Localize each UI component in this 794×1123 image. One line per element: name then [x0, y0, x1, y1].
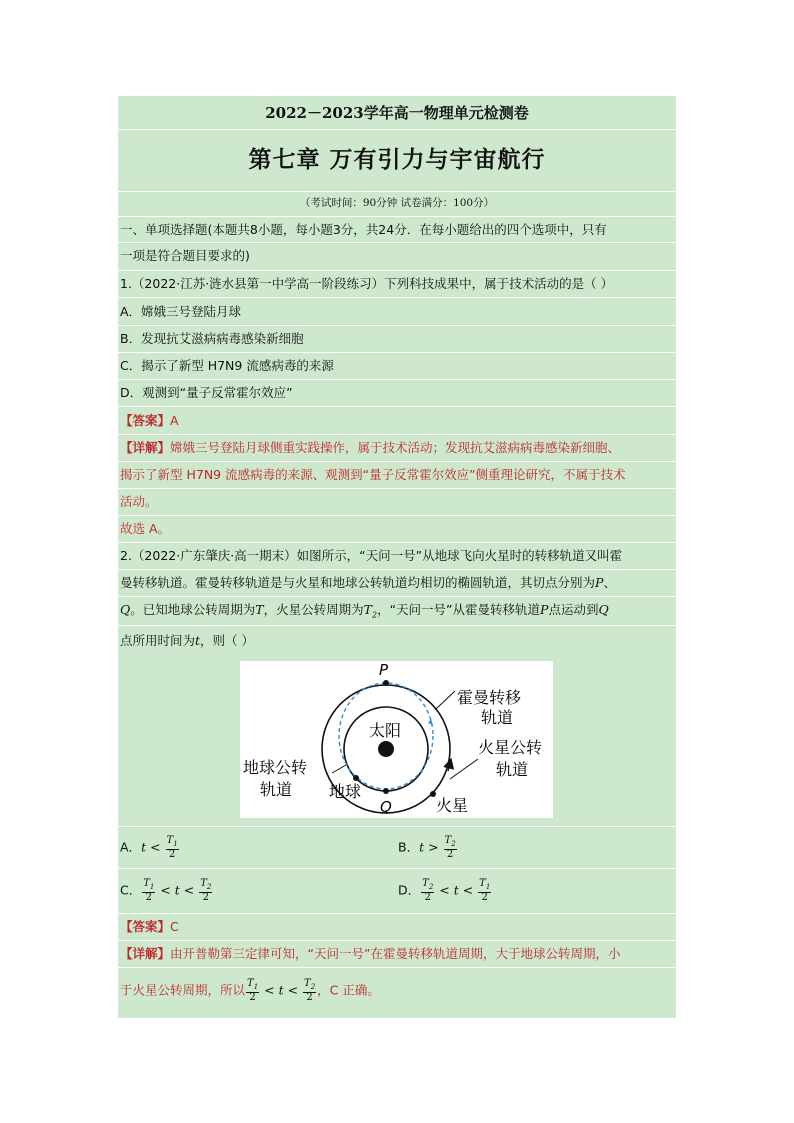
- q1-stem: 1.（2022·江苏·涟水县第一中学高一阶段练习）下列科技成果中，属于技术活动的是（ ）: [120, 276, 614, 291]
- exam-title: 2022－2023学年高一物理单元检测卷: [265, 104, 529, 122]
- detail-label: 【详解】: [120, 440, 171, 455]
- q2-detail-line1: 【详解】由开普勒第三定律可知，“天问一号”在霍曼转移轨道周期，大于地球公转周期，小: [120, 946, 621, 961]
- rule: [118, 216, 676, 217]
- q1-option-d: D．观测到“量子反常霍尔效应”: [120, 385, 293, 400]
- label-hohmann-2: 轨道: [481, 708, 514, 727]
- exam-sheet: [118, 96, 676, 1018]
- answer-value: C: [170, 919, 179, 934]
- exam-subtitle: （考试时间：90分钟 试卷满分：100分）: [299, 197, 495, 209]
- rule: [118, 967, 676, 968]
- rule: [118, 129, 676, 130]
- rule: [118, 434, 676, 435]
- rule: [118, 379, 676, 380]
- q2-stem-line3: Q。已知地球公转周期为T，火星公转周期为$T_2$，“天问一号”从霍曼转移轨道P点运动到Q: [120, 602, 609, 620]
- q2-stem-line2: 曼转移轨道。霍曼转移轨道是与火星和地球公转轨道均相切的椭圆轨道，其切点分别为P、: [120, 575, 616, 590]
- rule: [118, 596, 676, 597]
- rule: [118, 297, 676, 298]
- rule: [118, 569, 676, 570]
- rule: [118, 826, 676, 827]
- q1-detail-line2: 揭示了新型 H7N9 流感病毒的来源、观测到“量子反常霍尔效应”侧重理论研究，不属于技术: [120, 467, 626, 482]
- label-q: Q: [380, 798, 392, 816]
- hohmann-arrow-icon: [428, 719, 433, 725]
- rule: [118, 406, 676, 407]
- label-earth-orbit-2: 轨道: [260, 780, 293, 799]
- rule: [118, 242, 676, 243]
- q1-answer: [120, 413, 179, 429]
- hohmann-leader: [436, 691, 455, 709]
- answer-value: A: [170, 413, 179, 428]
- earth-dot: [353, 775, 359, 781]
- answer-label: 【答案】: [120, 413, 171, 428]
- mars-orbit-leader: [450, 759, 478, 779]
- label-earth-orbit-1: 地球公转: [243, 758, 308, 777]
- q2-answer: [120, 919, 179, 935]
- rule: [118, 515, 676, 516]
- label-mars: 火星: [436, 796, 469, 815]
- q1-detail-line3: 活动。: [120, 494, 158, 509]
- q2-option-a: A．t < $\frac{T_1}{2}$: [120, 835, 178, 860]
- rule: [118, 461, 676, 462]
- rule: [118, 913, 676, 914]
- rule: [118, 352, 676, 353]
- label-hohmann-1: 霍曼转移: [457, 688, 522, 707]
- rule: [118, 270, 676, 271]
- rule: [118, 542, 676, 543]
- rule: [118, 325, 676, 326]
- rule: [118, 191, 676, 192]
- label-p: P: [379, 661, 389, 679]
- q1-detail-line1: 【详解】嫦娥三号登陆月球侧重实践操作，属于技术活动；发现抗艾滋病病毒感染新细胞、: [120, 440, 621, 455]
- chapter-title: 第七章 万有引力与宇宙航行: [248, 146, 546, 173]
- section-heading-line2: 一项是符合题目要求的): [120, 248, 250, 263]
- q2-stem-line1: 2.（2022·广东肇庆·高一期末）如图所示，“天问一号”从地球飞向火星时的转移轨道又叫霍: [120, 548, 623, 563]
- rule: [118, 625, 676, 626]
- label-mars-orbit-2: 轨道: [496, 760, 529, 779]
- q2-option-b: B．t > $\frac{T_2}{2}$: [398, 835, 456, 860]
- q2-option-d: D． $\frac{T_2}{2}$ < t < $\frac{T_1}{2}$: [398, 878, 491, 903]
- rule: [118, 488, 676, 489]
- q1-conclusion: 故选 A。: [120, 521, 171, 536]
- earth-orbit-leader: [332, 765, 346, 773]
- answer-label: 【答案】: [120, 919, 171, 934]
- detail-label: 【详解】: [120, 946, 171, 961]
- sun-dot: [378, 741, 394, 757]
- q2-stem-line4: 点所用时间为t，则（ ）: [120, 633, 255, 648]
- rule: [118, 868, 676, 869]
- mars-period-symbol: $T_2$: [363, 602, 378, 620]
- q2-detail-line2: 于火星公转周期，所以 $\frac{T_1}{2}$ < t < $\frac{T_2}{2}$ ，C 正确。: [120, 978, 380, 1003]
- point-p: [383, 680, 389, 686]
- hohmann-orbit-figure: [240, 661, 553, 818]
- label-earth: 地球: [329, 782, 362, 801]
- label-mars-orbit-1: 火星公转: [478, 738, 543, 757]
- orbit-diagram: [240, 661, 553, 818]
- point-q: [383, 788, 389, 794]
- section-heading-line1: 一、单项选择题(本题共8小题，每小题3分，共24分．在每小题给出的四个选项中，只有: [120, 222, 607, 237]
- rule: [118, 940, 676, 941]
- q2-option-c: C． $\frac{T_1}{2}$ < t < $\frac{T_2}{2}$: [120, 878, 212, 903]
- q1-option-b: B．发现抗艾滋病病毒感染新细胞: [120, 331, 304, 346]
- q1-option-a: A．嫦娥三号登陆月球: [120, 304, 242, 319]
- label-sun: 太阳: [369, 721, 402, 740]
- q1-option-c: C．揭示了新型 H7N9 流感病毒的来源: [120, 358, 334, 373]
